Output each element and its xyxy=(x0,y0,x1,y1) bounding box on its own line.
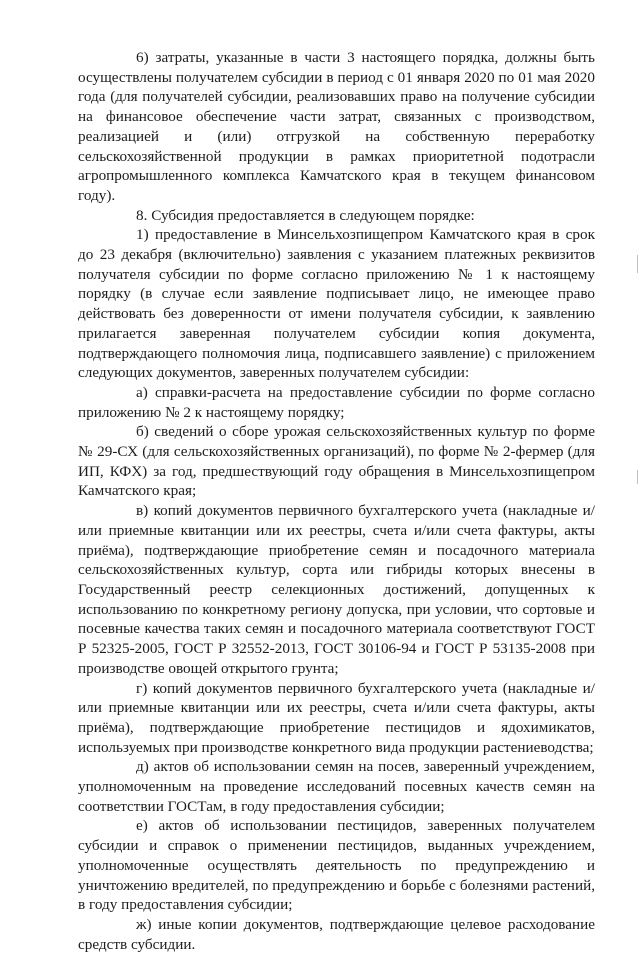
paragraph-item-g: г) копий документов первичного бухгалтерского учета (накладные и/или приемные квитанции или их реестры, счета и/или счета фактуры, акты приёма), подтверждающие приобретение пестицидов и ядохимикатов, используемых при производстве конкретного вида продукции растениеводства; xyxy=(78,679,595,756)
paragraph-item-6: 6) затраты, указанные в части 3 настоящего порядка, должны быть осуществлены получателем субсидии в период с 01 января 2020 по 01 мая 2020 года (для получателей субсидии, реализовавших право на получение субсидии на финансовое обеспечение части затрат, связанных с производством, реализацией и (или) отгрузкой на собственную переработку сельскохозяйственной продукции в рамках приоритетной подотрасли агропромышленного комплекса Камчатского края в текущем финансовом году). xyxy=(78,49,595,204)
paragraph-section-8: 8. Субсидия предоставляется в следующем порядке: xyxy=(136,206,475,224)
scan-edge-mark xyxy=(637,470,638,484)
paragraph-item-d: д) актов об использовании семян на посев, заверенный учреждением, уполномоченным на проведение исследований посевных качеств семян на соответствии ГОСТам, в году предоставления субсидии; xyxy=(78,758,595,815)
paragraph-item-e: е) актов об использовании пестицидов, заверенных получателем субсидии и справок о применении пестицидов, выданных учреждением, уполномоченные осуществлять деятельность по предупреждению и уничтожению вредителей, по предупреждению и борьбе с болезнями растений, в году предоставления субсидии; xyxy=(78,817,595,914)
paragraph-item-b: б) сведений о сборе урожая сельскохозяйственных культур по форме № 29-СХ (для сельскохозяйственных организаций), по форме № 2-фермер (для ИП, КФХ) за год, предшествующий году обращения в Минсельхозпищепром Камчатского края; xyxy=(78,423,595,500)
paragraph-item-zh: ж) иные копии документов, подтверждающие целевое расходование средств субсидии. xyxy=(78,915,595,953)
scan-edge-mark xyxy=(637,255,638,273)
paragraph-item-v: в) копий документов первичного бухгалтерского учета (накладные и/или приемные квитанции или их реестры, счета и/или счета фактуры, акты приёма), подтверждающие приобретение семян и посадочного материала сельскохозяйственных культур, сорта или гибриды которых внесены в Государственный реестр селекционных достижений, допущенных к использованию по конкретному региону допуска, при условии, что сортовые и посевные качества таких семян и посадочного материала соответствуют ГОСТ Р 52325-2005, ГОСТ Р 32552-2013, ГОСТ 30106-94 и ГОСТ Р 53135-2008 при производстве овощей открытого грунта; xyxy=(78,502,595,677)
document-body xyxy=(78,48,595,954)
paragraph-item-1: 1) предоставление в Минсельхозпищепром Камчатского края в срок до 23 декабря (включительно) заявления с указанием платежных реквизитов получателя субсидии по форме согласно приложению № 1 к настоящему порядку (в случае если заявление подписывает лицо, не имеющее право действовать без доверенности от имени получателя субсидии, к заявлению прилагается заверенная получателем субсидии копия документа, подтверждающего полномочия лица, подписавшего заявление) с приложением следующих документов, заверенных получателем субсидии: xyxy=(78,226,595,382)
paragraph-item-a: а) справки-расчета на предоставление субсидии по форме согласно приложению № 2 к настоящему порядку; xyxy=(78,383,595,421)
